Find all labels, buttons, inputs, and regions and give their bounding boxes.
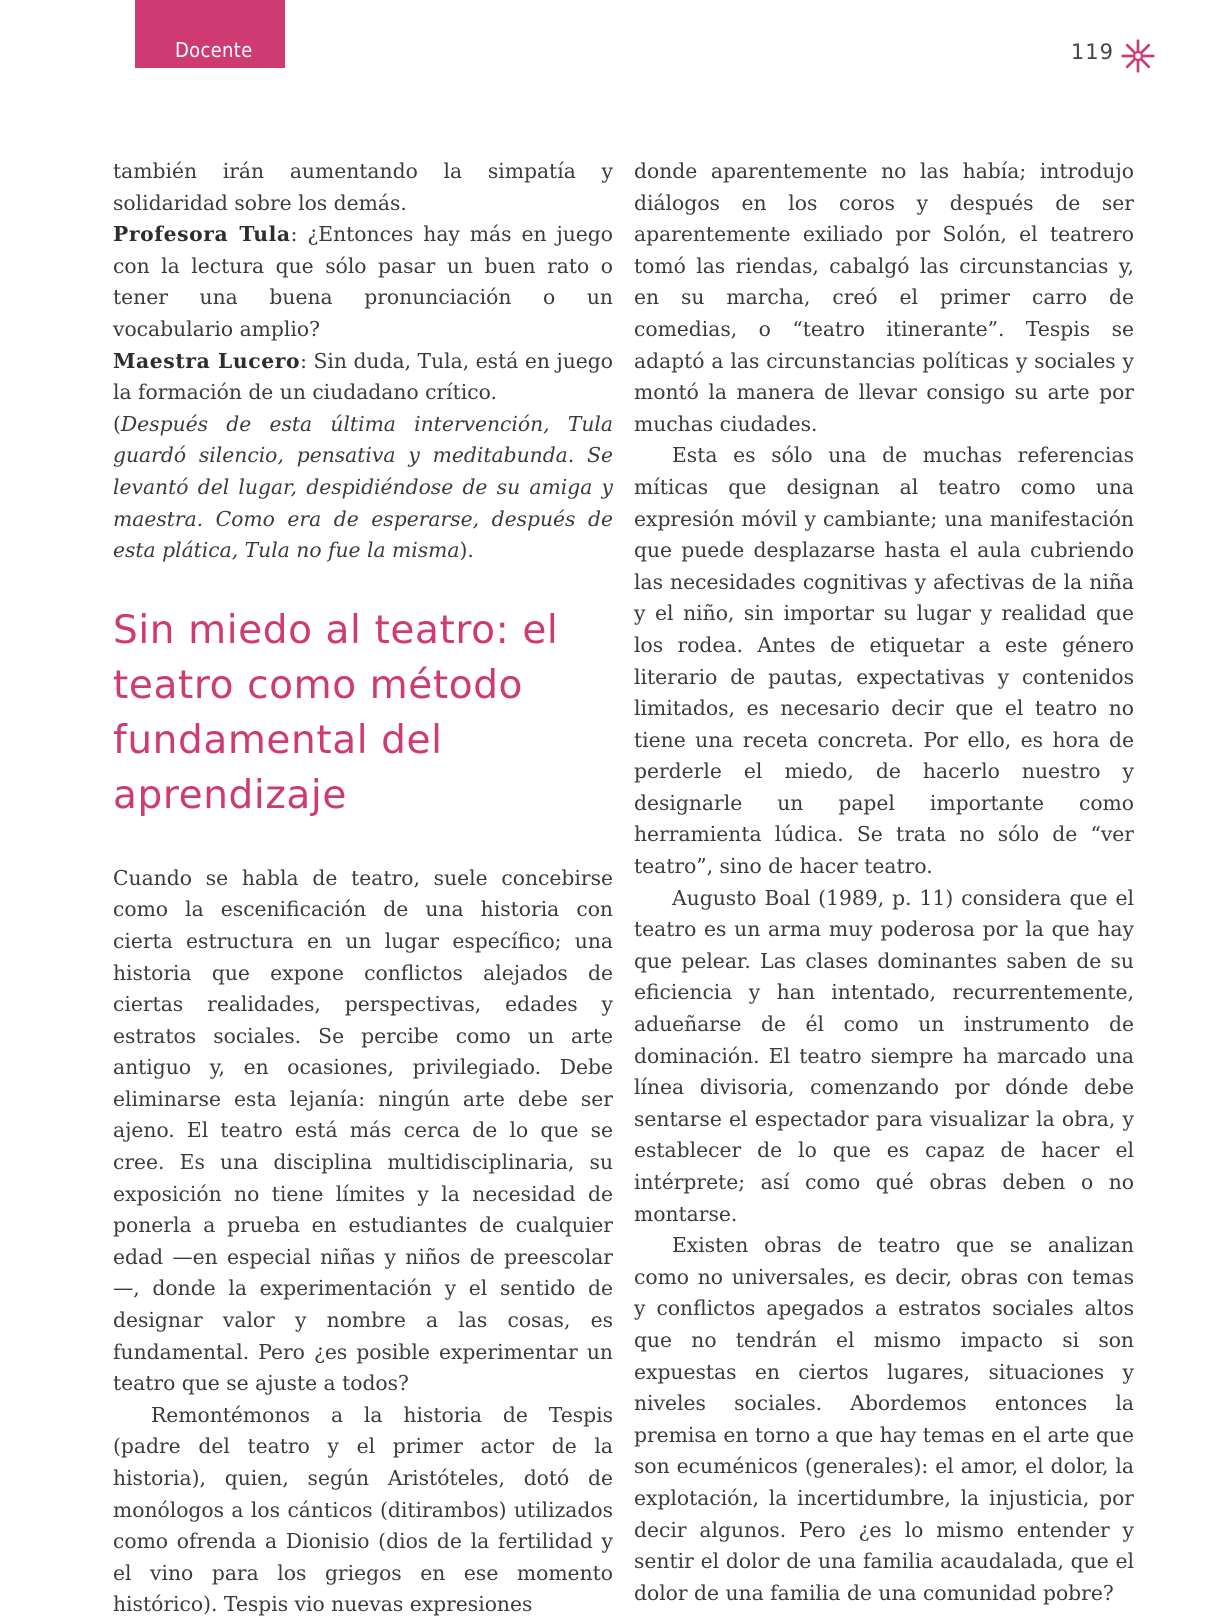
- paragraph: donde aparentemente no las había; introdujo diálogos en los coros y después de ser aparentemente exiliado por Solón, el teatrero tomó las riendas, cabalgó las circunstancias y, en su marcha, creó el primer carro de comedias, o “teatro itinerante”. Tespis se adaptó a las circunstancias políticas y sociales y montó la manera de llevar consigo su arte por muchas ciudades.: [634, 159, 1134, 436]
- paragraph: Esta es sólo una de muchas referencias míticas que designan al teatro como una expresión móvil y cambiante; una manifestación que puede desplazarse hasta el aula cubriendo las necesidades cognitivas y afectivas de la niña y el niño, sin importar su lugar y realidad que los rodea. Antes de etiquetar a este género literario de pautas, expectativas y contenidos limitados, es necesario decir que el teatro no tiene una receta concreta. Por ello, es hora de perderle el miedo, de hacerlo nuestro y designarle un papel importante como herramienta lúdica. Se trata no sólo de “ver teatro”, sino de hacer teatro.: [634, 443, 1134, 879]
- paren-open: (: [113, 411, 121, 436]
- dialogue-text: : ¿Entonces hay más en juego con la lectura que sólo pasar un buen rato o tener una buena pronunciación o un vocabulario amplio?: [113, 222, 614, 341]
- stage-direction: [113, 409, 613, 567]
- paragraph: Augusto Boal (1989, p. 11) considera que el teatro es un arma muy poderosa por la que hay que pelear. Las clases dominantes saben de su eficiencia y han intentado, recurrentemente, adueñarse de él como un instrumento de dominación. El teatro siempre ha marcado una línea divisoria, comenzando por dónde debe sentarse el espectador para visualizar la obra, y establecer de lo que es capaz de hacer el intérprete; así como qué obras deben o no montarse.: [634, 885, 1134, 1226]
- dialogue-paragraph: [113, 219, 613, 345]
- section-heading: Sin miedo al teatro: el teatro como método fundamental del aprendizaje: [113, 607, 559, 818]
- paragraph: Cuando se habla de teatro, suele concebirse como la escenificación de una historia con cierta estructura en un lugar específico; una historia que expone conflictos alejados de ciertas realidades, perspectivas, edades y estratos sociales. Se percibe como un arte antiguo y, en ocasiones, privilegiado. Debe eliminarse esta lejanía: ningún arte debe ser ajeno. El teatro está más cerca de lo que se cree. Es una disciplina multidisciplinaria, su exposición no tiene límites y la necesidad de ponerla a prueba en estudiantes de cualquier edad —en especial niñas y niños de preescolar—, donde la experimentación y el sentido de designar valor y nombre a las cosas, es fundamental. Pero ¿es posible experimentar un teatro que se ajuste a todos?: [113, 865, 613, 1396]
- stage-direction-text: Después de esta última intervención, Tula guardó silencio, pensativa y meditabunda. Se levantó del lugar, despidiéndose de su amiga y maestra. Como era de esperarse, después de esta plática, Tula no fue la misma: [113, 411, 613, 563]
- dialogue-paragraph: [113, 346, 613, 409]
- section-tab-label: Docente: [175, 38, 253, 62]
- right-column: [634, 156, 1134, 1609]
- left-column: [113, 156, 613, 1621]
- paren-close: ).: [459, 538, 474, 563]
- page-number: 119: [1070, 40, 1114, 64]
- paragraph: también irán aumentando la simpatía y solidaridad sobre los demás.: [113, 159, 613, 215]
- section-tab: [135, 0, 285, 68]
- pink-asterisk-flower-icon: [1120, 38, 1156, 74]
- paragraph: Remontémonos a la historia de Tespis (padre del teatro y el primer actor de la historia), quien, según Aristóteles, dotó de monólogos a los cánticos (ditirambos) utilizados como ofrenda a Dionisio (dios de la fertilidad y el vino para los griegos en ese momento histórico). Tespis vio nuevas expresiones: [113, 1402, 613, 1617]
- dialogue-text: : Sin duda, Tula, está en juego la formación de un ciudadano crítico.: [113, 348, 613, 405]
- paragraph: Existen obras de teatro que se analizan como no universales, es decir, obras con temas y conflictos apegados a estratos sociales altos que no tendrán el mismo impacto si son expuestas en ciertos lugares, situaciones y niveles sociales. Abordemos entonces la premisa en torno a que hay temas en el arte que son ecuménicos (generales): el amor, el dolor, la explotación, la incertidumbre, la injusticia, por decir algunos. Pero ¿es lo mismo entender y sentir el dolor de una familia acaudalada, que el dolor de una familia de una comunidad pobre?: [634, 1233, 1134, 1605]
- speaker-name: Profesora Tula: [113, 222, 291, 247]
- speaker-name: Maestra Lucero: [113, 348, 301, 373]
